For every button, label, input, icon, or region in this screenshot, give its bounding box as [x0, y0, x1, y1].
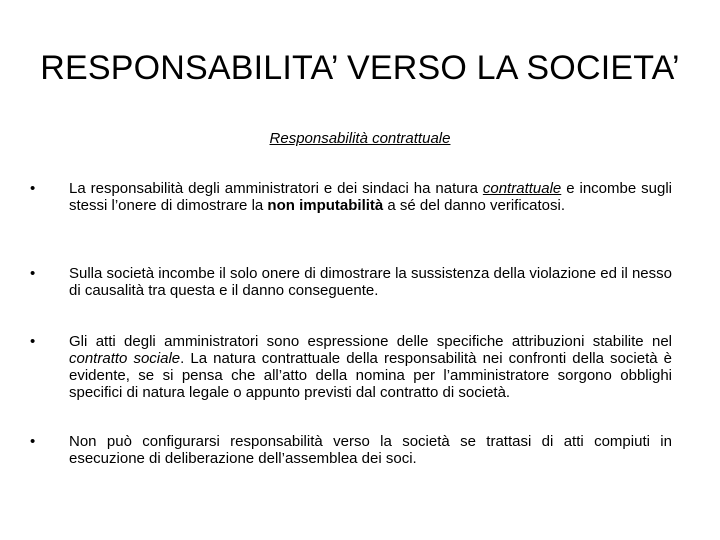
text-segment: e incombe sugli stessi l’onere di dimostrare la [69, 180, 672, 214]
slide-subtitle [0, 130, 720, 148]
bullet-item [30, 265, 672, 299]
bullet-item [30, 433, 672, 467]
bullet-item [30, 180, 672, 214]
bullet-dot-icon: • [30, 180, 36, 197]
subtitle-text: Responsabilità contrattuale [269, 130, 451, 147]
bullet-text: Sulla società incombe il solo onere di dimostrare la sussistenza della violazione ed il nesso di causalità tra questa e il danno conseguente. [69, 265, 672, 299]
bullet-text [69, 180, 672, 214]
text-segment: Gli atti degli amministratori sono espressione delle specifiche attribuzioni stabilite nel [69, 333, 672, 350]
bold-term: non imputabilità [267, 197, 384, 214]
bullet-text [69, 333, 672, 401]
bullet-dot-icon: • [30, 333, 36, 350]
text-segment: a sé del danno verificatosi. [383, 197, 566, 214]
bullet-dot-icon: • [30, 433, 36, 450]
bullet-text: Non può configurarsi responsabilità verso la società se trattasi di atti compiuti in esecuzione di deliberazione dell’assemblea dei soci. [69, 433, 672, 467]
text-segment: . La natura contrattuale della responsabilità nei confronti della società è evidente, se si pensa che all’atto della nomina per l’amministratore sorgono obblighi specifici di natura legale o appunto previsti dal contratto di società. [69, 350, 672, 401]
text-segment: La responsabilità degli amministratori e dei sindaci ha natura [69, 180, 483, 197]
underlined-term: contrattuale [482, 180, 562, 197]
bullet-dot-icon: • [30, 265, 36, 282]
slide-title: RESPONSABILITA’ VERSO LA SOCIETA’ [40, 49, 680, 87]
bullet-item [30, 333, 672, 401]
italic-term: contratto sociale [69, 350, 181, 367]
